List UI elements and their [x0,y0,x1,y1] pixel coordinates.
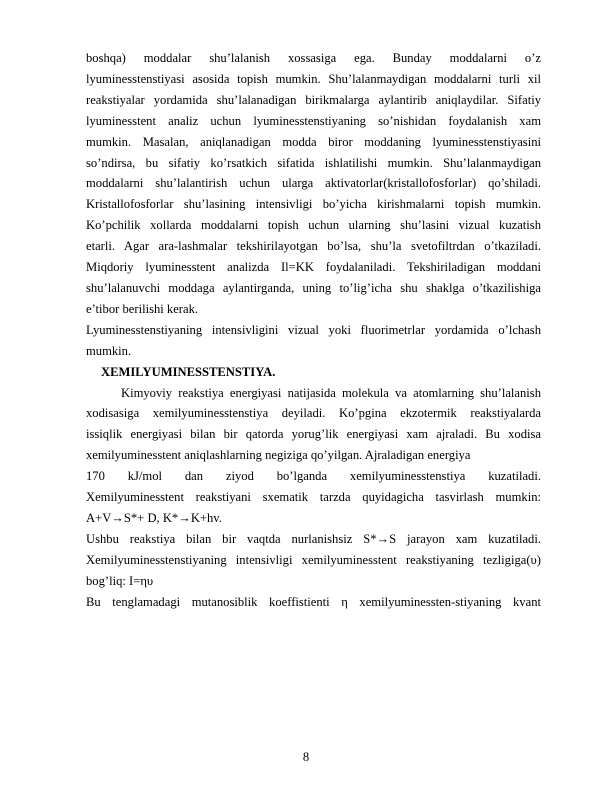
text-line: moddalarni shu’lalantirish uchun ularga aktivatorlar(kristallofosforlar) qo’shiladi. [86,176,541,191]
text-line: Ko’pchilik xollarda moddalarni topish uchun ularning shu’lasini vizual kuzatish [86,218,541,233]
text-line: etarli. Agar ara-lashmalar tekshirilayotgan bo’lsa, shu’la svetofiltrdan o’tkaziladi. [86,239,541,254]
text-line: so’ndirsa, bu sifatiy ko’rsatkich sifatida ishlatilishi mumkin. Shu’lalanmaydigan [86,155,541,170]
formula-line: bog’liq: I=ηυ [86,573,154,588]
text-line: Xemilyuminesstenstiyaning intensivligi xemilyuminesstent reakstiyaning tezligiga(υ) [86,552,541,567]
text-line: Bu tenglamadagi mutanosiblik koeffistienti η xemilyuminessten-stiyaning kvant [86,594,541,609]
page-number: 8 [302,750,310,764]
text-line: lyuminesstent analiz uchun lyuminesstenstiyaning so’nishidan foydalanish xam [86,113,541,128]
formula-line: A+V→S*+ D, K*→K+hv. [86,510,222,525]
text-line: xemilyuminesstent aniqlashlarning negiziga qo’yilgan. Ajraladigan energiya [86,448,471,463]
section-heading: XEMILYUMINESSTENSTIYA. [101,364,276,379]
text-line: 170 kJ/mol dan ziyod bo’lganda xemilyuminesstenstiya kuzatiladi. [86,469,541,484]
text-line: Lyuminesstenstiyaning intensivligini vizual yoki fluorimetrlar yordamida o’lchash [86,322,541,337]
text-line: reakstiyalar yordamida shu’lalanadigan birikmalarga aylantirib aniqlaydilar. Sifatiy [86,92,541,107]
text-line: mumkin. [86,343,132,358]
text-line: e’tibor berilishi kerak. [86,301,199,316]
text-line: issiqlik energiyasi bilan bir qatorda yorug’lik energiyasi xam ajraladi. Bu xodisa [86,427,541,442]
text-line: Ushbu reakstiya bilan bir vaqtda nurlanishsiz S*→S jarayon xam kuzatiladi. [86,531,541,546]
text-line: lyuminesstenstiyasi asosida topish mumkin. Shu’lalanmaydigan moddalarni turli xil [86,71,541,86]
text-line: Kristallofosforlar shu’lasining intensivligi bo’yicha kirishmalarni topish mumkin. [86,197,541,212]
text-line: mumkin. Masalan, aniqlanadigan modda biror moddaning lyuminesstenstiyasini [86,134,541,149]
text-line: Kimyoviy reakstiya energiyasi natijasida molekula va atomlarning shu’lalanish [121,385,541,400]
text-line: Miqdoriy lyuminesstent analizda Il=KK foydalaniladi. Tekshiriladigan moddani [86,260,541,275]
text-line: Xemilyuminesstent reakstiyani sxematik tarzda quyidagicha tasvirlash mumkin: [86,490,541,505]
text-line: shu’lalanuvchi moddaga aylantirganda, uning to’lig’icha shu shaklga o’tkazilishiga [86,280,541,295]
text-line: xodisasiga xemilyuminesstenstiya deyiladi. Ko’pgina ekzotermik reakstiyalarda [86,406,541,421]
document-body [86,48,541,612]
text-line: boshqa) moddalar shu’lalanish xossasiga ega. Bunday moddalarni o’z [86,51,541,65]
